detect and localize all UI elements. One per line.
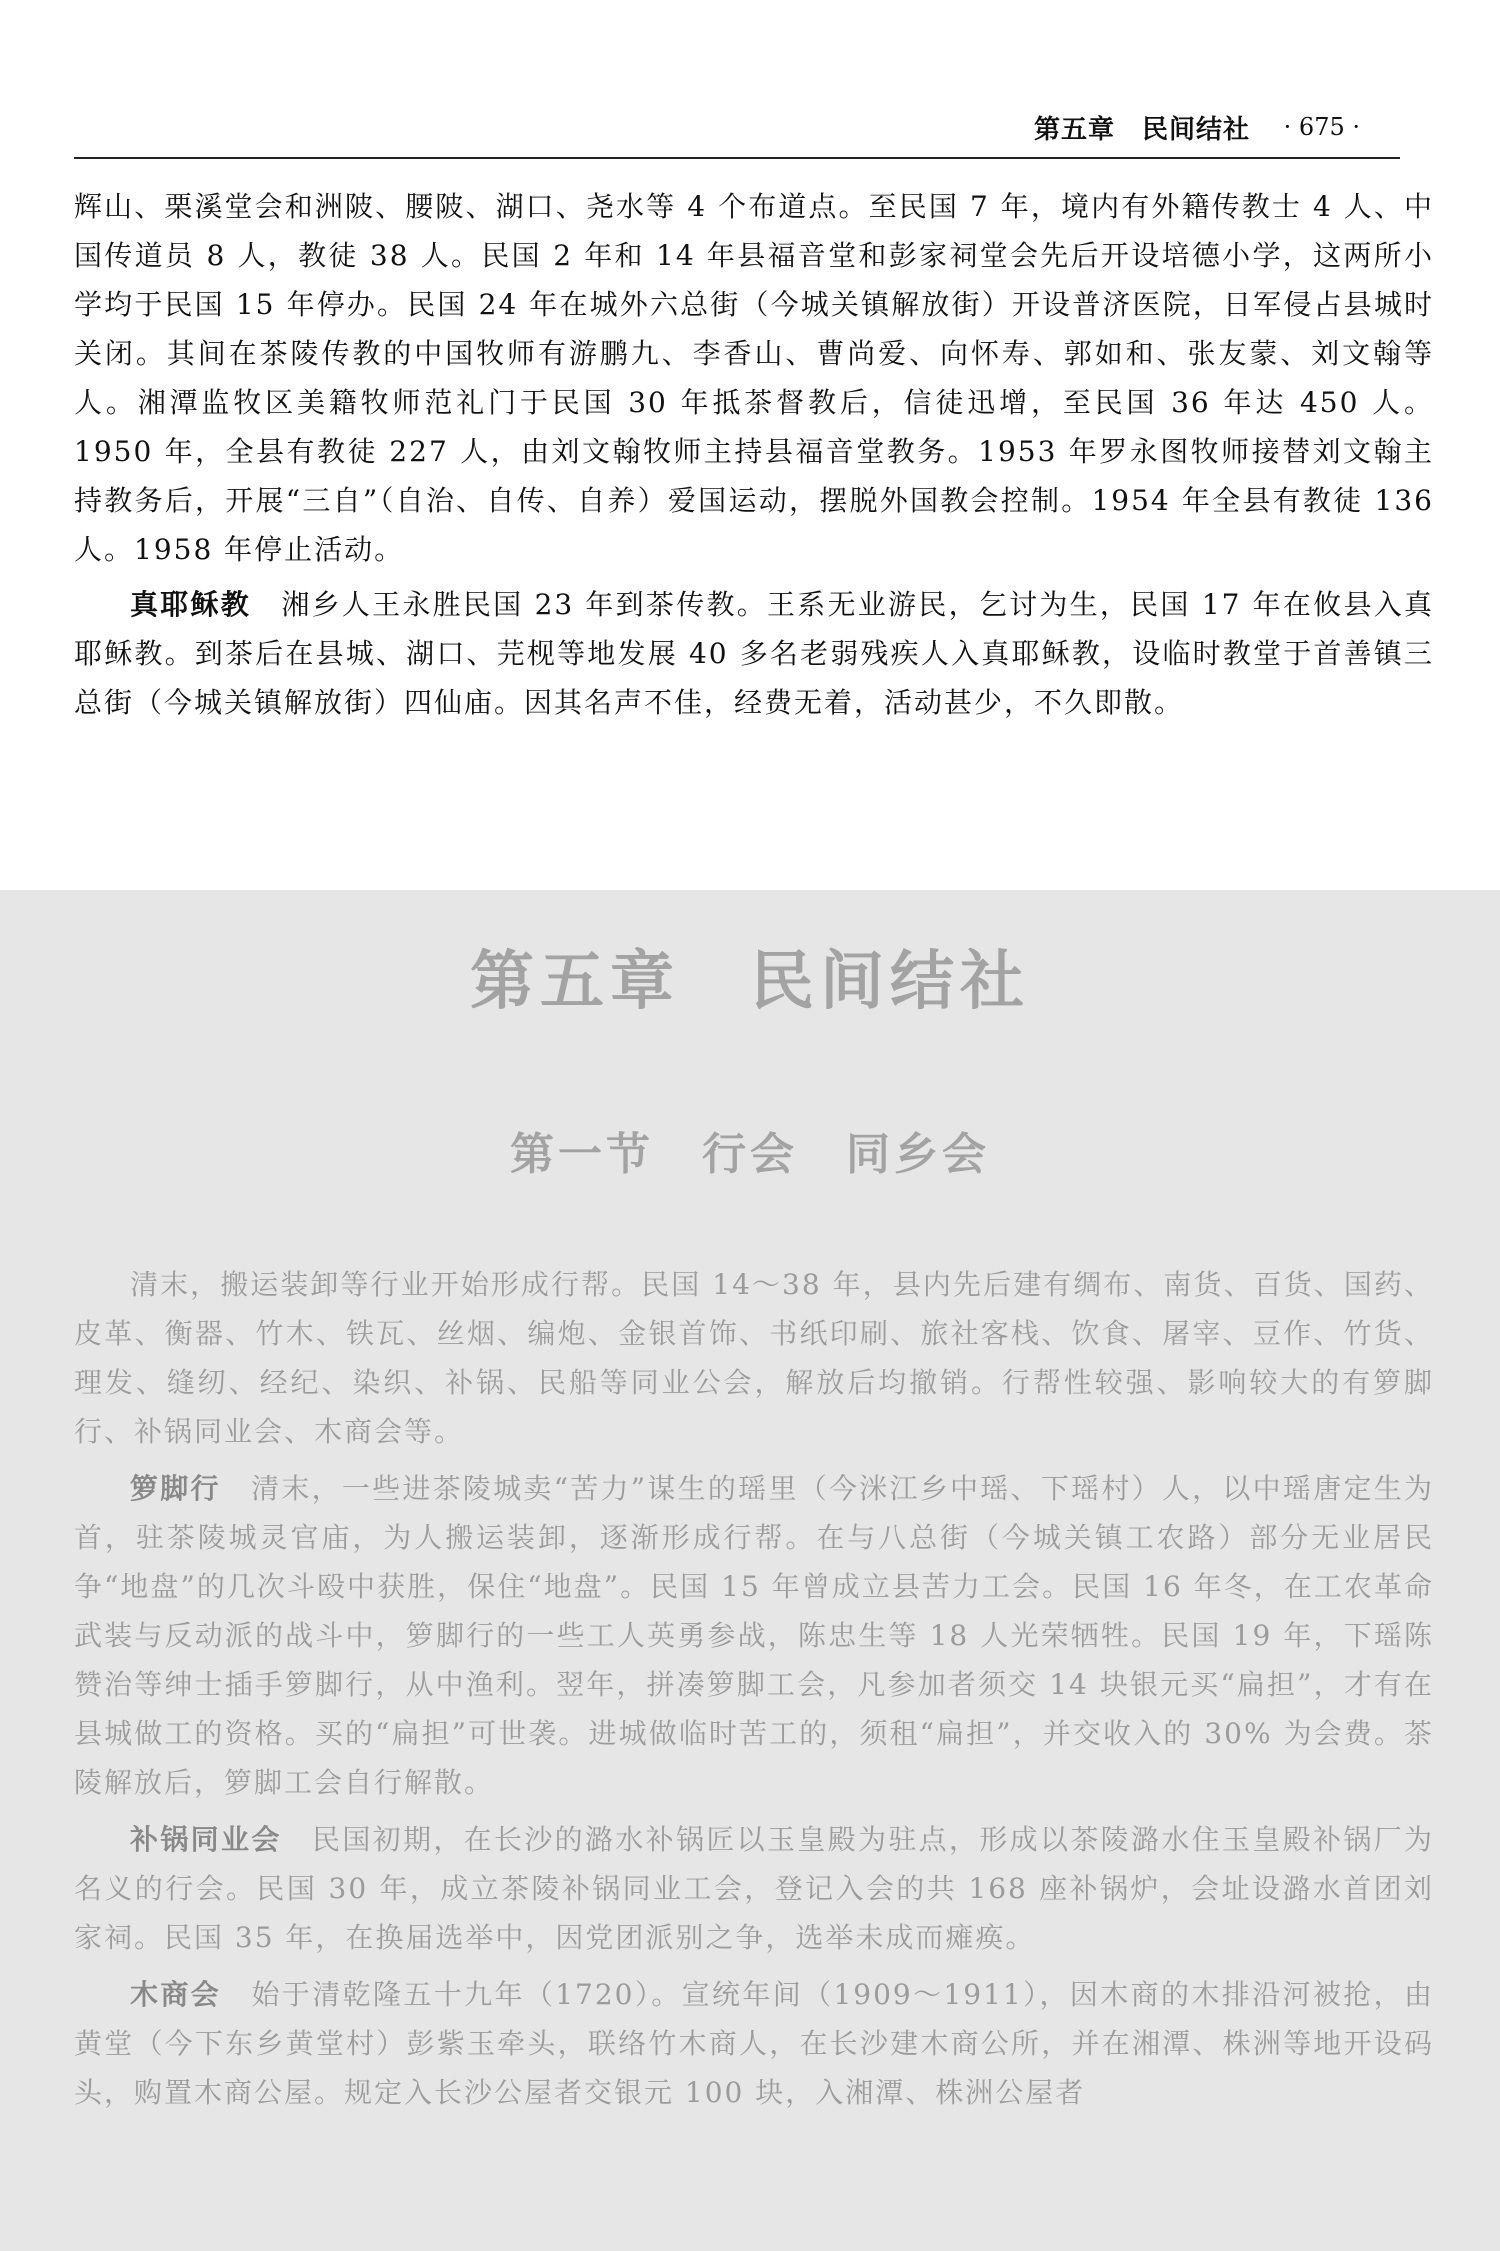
previous-section-text xyxy=(74,182,1434,727)
paragraph-body: 湘乡人王永胜民国 23 年到茶传教。王系无业游民，乞讨为生，民国 17 年在攸县入真耶稣教。到茶后在县城、湖口、芫枧等地发展 40 多名老弱残疾人入真耶稣教，设临时教堂于首善镇三总街（今城关镇解放街）四仙庙。因其名声不佳，经费无着，活动甚少，不久即散。 xyxy=(74,588,1434,719)
section-title: 第一节 行会 同乡会 xyxy=(510,1129,990,1180)
term-heading: 木商会 xyxy=(130,1978,222,2011)
paragraph-body: 清末，一些进茶陵城卖“苦力”谋生的瑶里（今洣江乡中瑶、下瑶村）人，以中瑶唐定生为首，驻茶陵城灵官庙，为人搬运装卸，逐渐形成行帮。在与八总街（今城关镇工农路）部分无业居民争“地盘”的几次斗殴中获胜，保住“地盘”。民国 15 年曾成立县苦力工会。民国 16 年冬，在工农革命武装与反动派的战斗中，箩脚行的一些工人英勇参战，陈忠生等 18 人光荣牺牲。民国 19 年，下瑶陈赞治等绅士插手箩脚行，从中渔利。翌年，拼凑箩脚工会，凡参加者须交 14 块银元买“扁担”，才有在县城做工的资格。买的“扁担”可世袭。进城做临时苦工的，须租“扁担”，并交收入的 30% 为会费。茶陵解放后，箩脚工会自行解散。 xyxy=(74,1472,1434,1799)
page-header xyxy=(74,105,1400,159)
term-heading: 补锅同业会 xyxy=(130,1823,282,1856)
guild-paragraph xyxy=(74,1815,1434,1962)
paragraph: 辉山、栗溪堂会和洲陂、腰陂、湖口、尧水等 4 个布道点。至民国 7 年，境内有外籍传教士 4 人、中国传道员 8 人，教徒 38 人。民国 2 年和 14 年县福音堂和彭家祠堂会先后开设培德小学，这两所小学均于民国 15 年停办。民国 24 年在城外六总街（今城关镇解放街）开设普济医院，日军侵占县城时关闭。其间在茶陵传教的中国牧师有游鹏九、李香山、曹尚爱、向怀寿、郭如和、张友蒙、刘文翰等人。湘潭监牧区美籍牧师范礼门于民国 30 年抵茶督教后，信徒迅增，至民国 36 年达 450 人。1950 年，全县有教徒 227 人，由刘文翰牧师主持县福音堂教务。1953 年罗永图牧师接替刘文翰主持教务后，开展“三自”（自治、自传、自养）爱国运动，摆脱外国教会控制。1954 年全县有教徒 136 人。1958 年停止活动。 xyxy=(74,190,1434,566)
chapter-title: 第五章 民间结社 xyxy=(470,945,1030,1019)
term-heading: 箩脚行 xyxy=(130,1472,221,1505)
guild-paragraph xyxy=(74,1970,1434,2117)
paragraph-true-jesus-church xyxy=(74,580,1434,727)
running-title: 第五章 民间结社 xyxy=(1033,115,1250,145)
paragraph-body: 民国初期，在长沙的潞水补锅匠以玉皇殿为驻点，形成以茶陵潞水住玉皇殿补锅厂为名义的行会。民国 30 年，成立茶陵补锅同业工会，登记入会的共 168 座补锅炉，会址设潞水首团刘家祠。民国 35 年，在换届选举中，因党团派别之争，选举未成而瘫痪。 xyxy=(74,1823,1434,1954)
term-heading: 真耶稣教 xyxy=(130,588,252,621)
paragraph-body: 始于清乾隆五十九年（1720）。宣统年间（1909～1911），因木商的木排沿河被抢，由黄堂（今下东乡黄堂村）彭紫玉牵头，联络竹木商人，在长沙建木商公所，并在湘潭、株洲等地开设码头，购置木商公屋。规定入长沙公屋者交银元 100 块，入湘潭、株洲公屋者 xyxy=(74,1978,1434,2109)
faded-next-page xyxy=(0,890,1500,2251)
intro-paragraph: 清末，搬运装卸等行业开始形成行帮。民国 14～38 年，县内先后建有绸布、南货、百货、国药、皮革、衡器、竹木、铁瓦、丝烟、编炮、金银首饰、书纸印刷、旅社客栈、饮食、屠宰、豆作、竹货、理发、缝纫、经纪、染织、补锅、民船等同业公会，解放后均撤销。行帮性较强、影响较大的有箩脚行、补锅同业会、木商会等。 xyxy=(74,1268,1434,1448)
section-body xyxy=(74,1260,1434,2125)
guild-paragraph xyxy=(74,1464,1434,1807)
page-number: · 675 · xyxy=(1283,113,1360,141)
